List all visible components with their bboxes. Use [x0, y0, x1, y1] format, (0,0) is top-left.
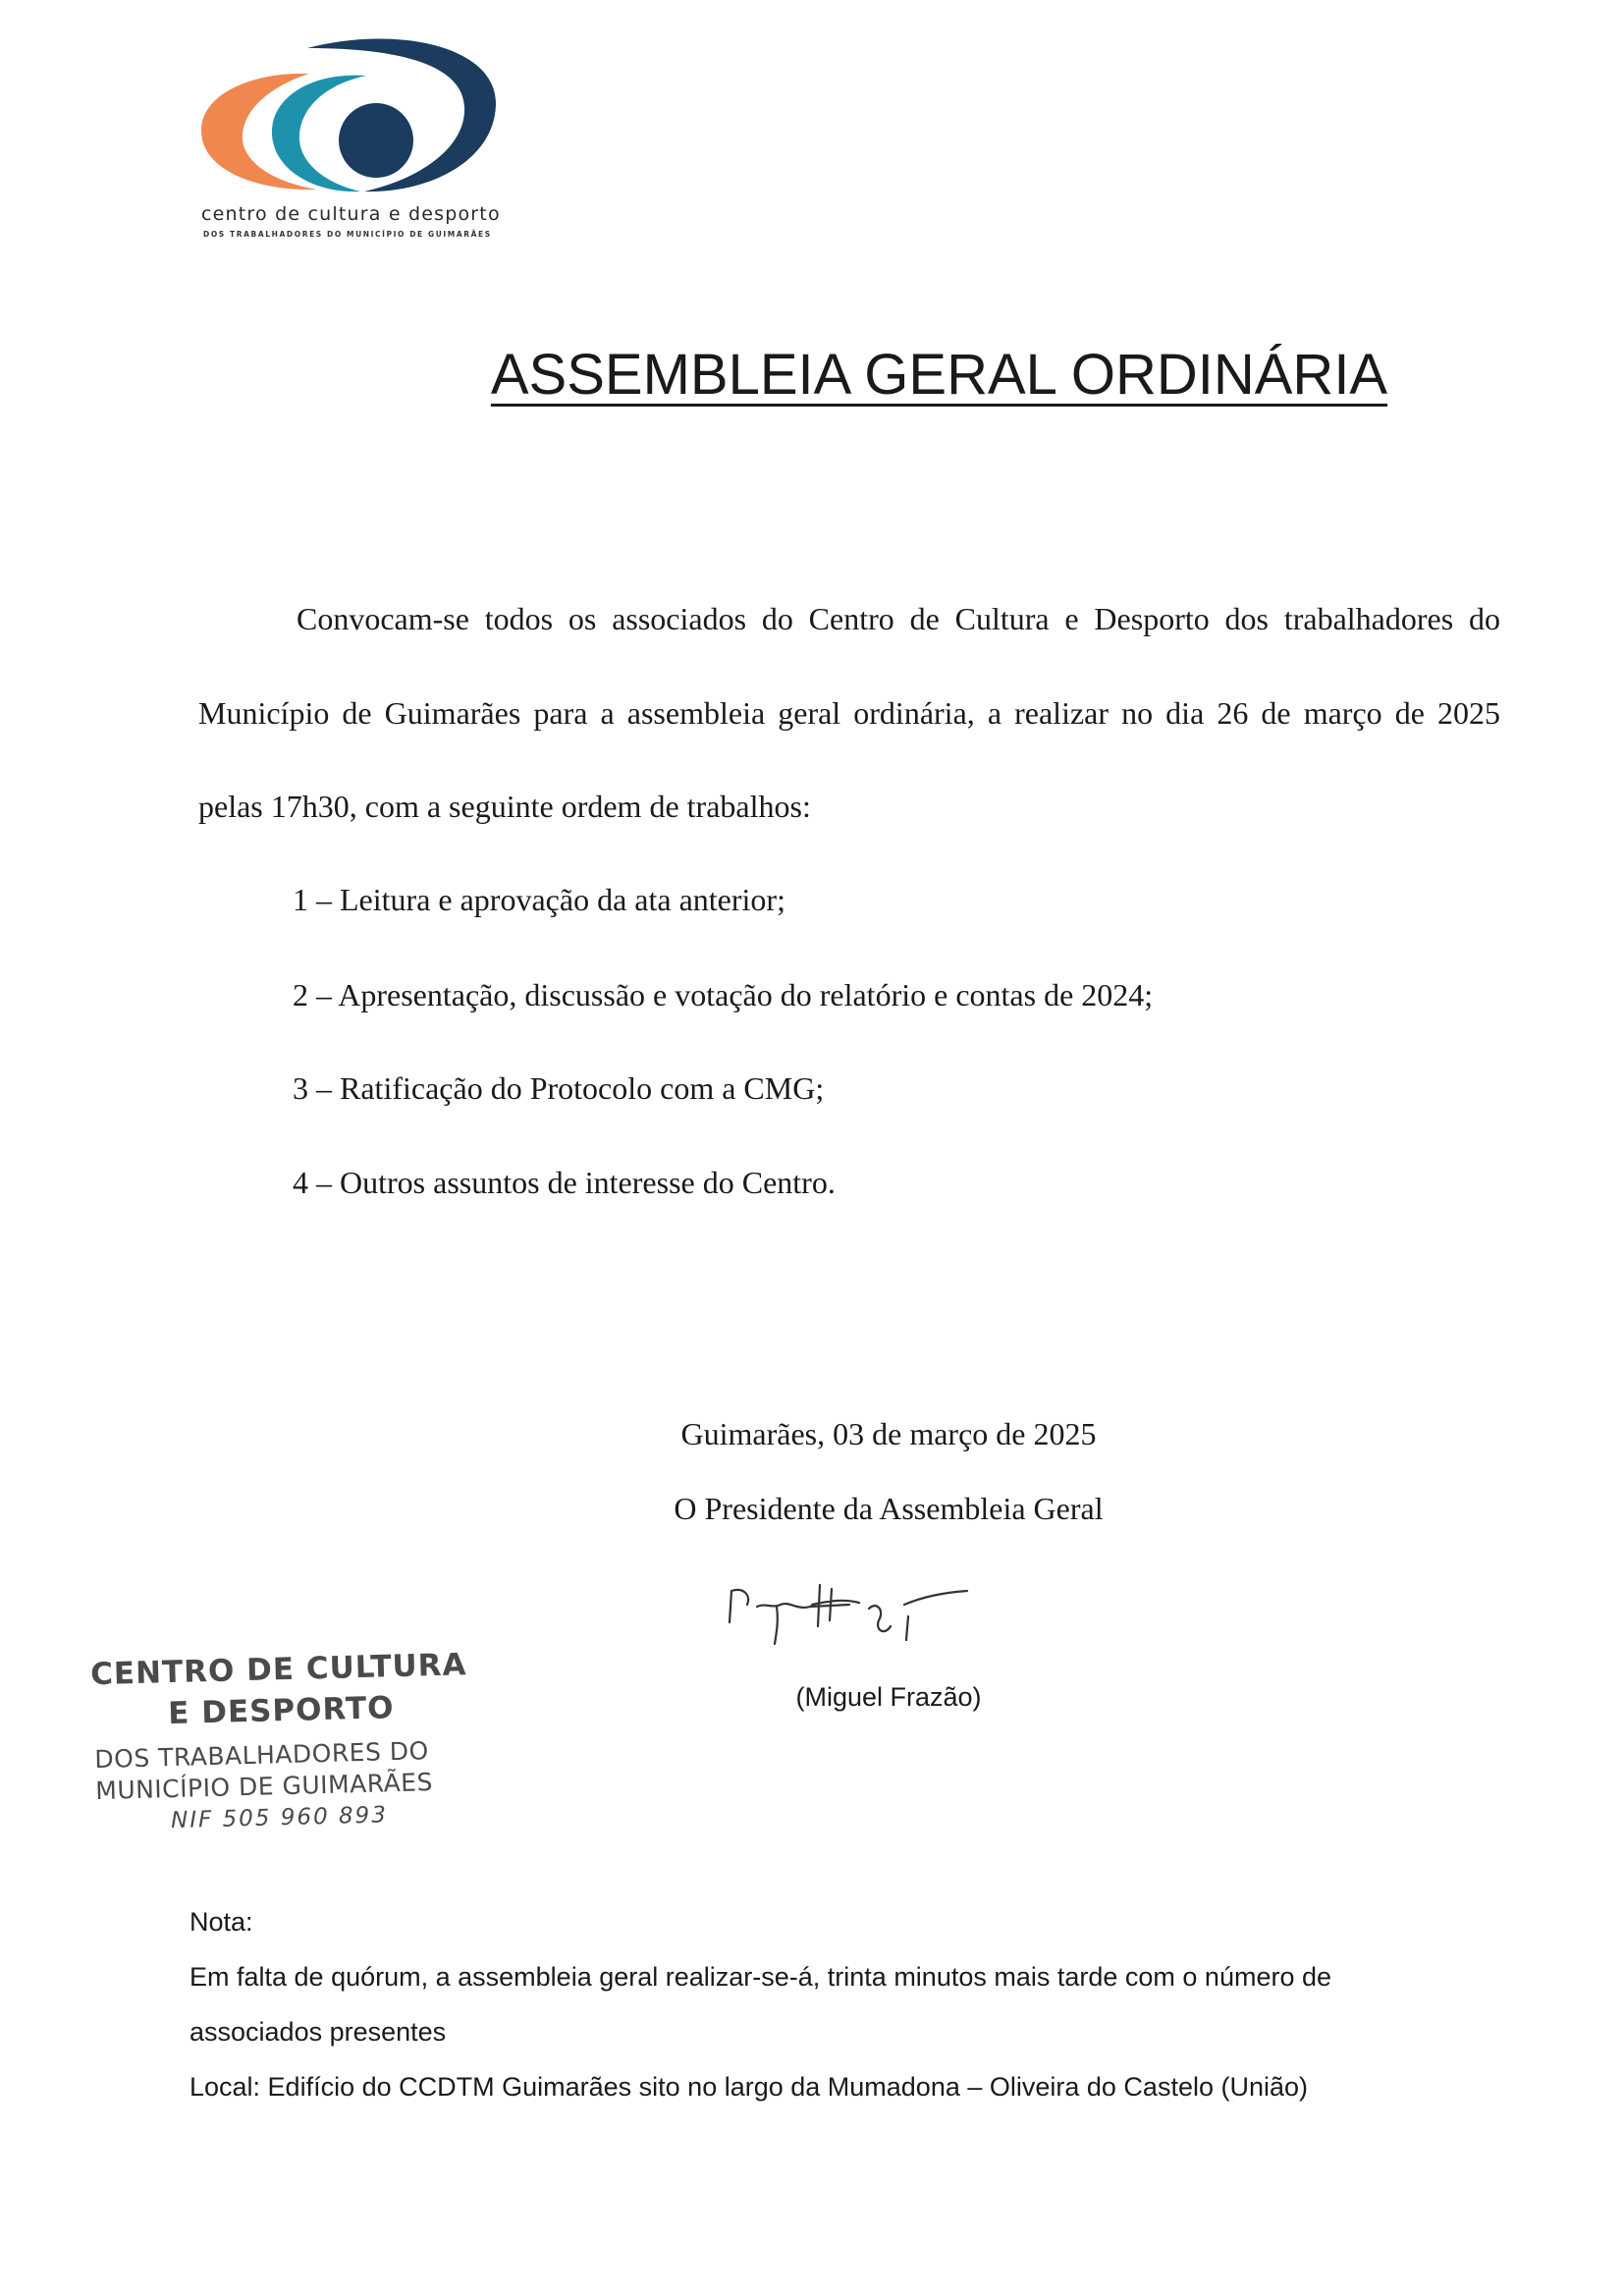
document-title: ASSEMBLEIA GERAL ORDINÁRIA — [490, 343, 1388, 407]
note-line-2: associados presentes — [189, 2017, 447, 2047]
agenda-item-3: 3 – Ratificação do Protocolo com a CMG; — [293, 1070, 825, 1106]
place-date: Guimarães, 03 de março de 2025 — [680, 1416, 1097, 1451]
note-line-1: Em falta de quórum, a assembleia geral realizar-se-á, trinta minutos mais tarde com o número de — [189, 1962, 1332, 1992]
organization-logo — [191, 34, 515, 246]
body-line-2: Município de Guimarães para a assembleia geral ordinária, a realizar no dia 26 de março de 2025 — [198, 695, 1500, 731]
body-line-1: Convocam-se todos os associados do Centro de Cultura e Desporto dos trabalhadores do — [297, 601, 1500, 636]
stamp-line-3: DOS TRABALHADORES DO — [94, 1736, 430, 1775]
signatory-name: (Miguel Frazão) — [795, 1682, 982, 1712]
organization-stamp — [88, 1647, 486, 1833]
agenda-item-1: 1 – Leitura e aprovação da ata anterior; — [293, 882, 785, 917]
agenda-item-2: 2 – Apresentação, discussão e votação do relatório e contas de 2024; — [293, 977, 1154, 1012]
logo-subtitle: DOS TRABALHADORES DO MUNICÍPIO DE GUIMARÃES — [203, 230, 492, 239]
stamp-line-1: CENTRO DE CULTURA — [89, 1647, 467, 1693]
logo-swirl-icon — [191, 34, 515, 201]
stamp-line-2: E DESPORTO — [167, 1690, 395, 1732]
signatory-role: O Presidente da Assembleia Geral — [674, 1491, 1104, 1526]
note-line-3: Local: Edifício do CCDTM Guimarães sito no largo da Mumadona – Oliveira do Castelo (União) — [189, 2072, 1309, 2102]
logo-name: centro de cultura e desporto — [201, 203, 501, 225]
stamp-line-4: MUNICÍPIO DE GUIMARÃES — [94, 1768, 434, 1806]
body-line-3: pelas 17h30, com a seguinte ordem de trabalhos: — [198, 789, 811, 824]
handwritten-signature-icon — [722, 1581, 977, 1669]
stamp-line-5: NIF 505 960 893 — [170, 1802, 389, 1834]
agenda-item-4: 4 – Outros assuntos de interesse do Centro. — [293, 1165, 836, 1200]
document-title-container — [0, 342, 1623, 408]
note-heading: Nota: — [189, 1907, 253, 1937]
